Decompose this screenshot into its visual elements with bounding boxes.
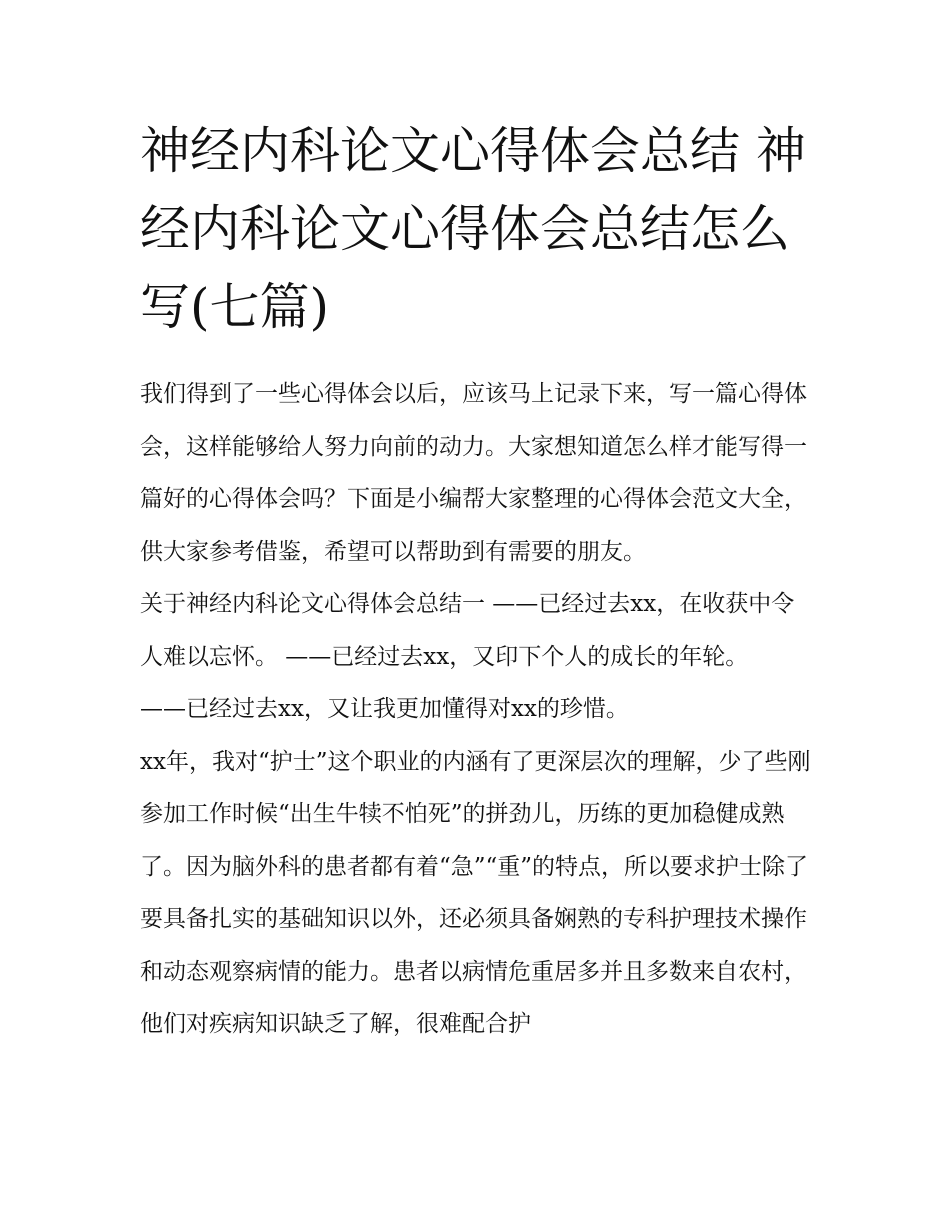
document-title: 神经内科论文心得体会总结 神经内科论文心得体会总结怎么写(七篇): [140, 122, 806, 336]
document-body: [140, 112, 815, 1051]
nursing-paragraph: xx年，我对“护士”这个职业的内涵有了更深层次的理解，少了些刚参加工作时候“出生牛犊不怕死”的拼劲儿，历练的更加稳健成熟了。因为脑外科的患者都有着“急”“重”的特点，所以要求护士除了要具备扎实的基础知识以外，还必须具备娴熟的专科护理技术操作和动态观察病情的能力。患者以病情危重居多并且多数来自农村，他们对疾病知识缺乏了解，很难配合护: [140, 748, 811, 1037]
intro-paragraph: 我们得到了一些心得体会以后，应该马上记录下来，写一篇心得体会，这样能够给人努力向前的动力。大家想知道怎么样才能写得一篇好的心得体会吗？下面是小编帮大家整理的心得体会范文大全，供大家参考借鉴，希望可以帮助到有需要的朋友。: [140, 381, 807, 565]
section-one-paragraph: 关于神经内科论文心得体会总结一 ——已经过去xx，在收获中令人难以忘怀。 ——已经过去xx，又印下个人的成长的年轮。: [140, 591, 795, 670]
cherish-paragraph: ——已经过去xx，又让我更加懂得对xx的珍惜。: [140, 696, 629, 722]
